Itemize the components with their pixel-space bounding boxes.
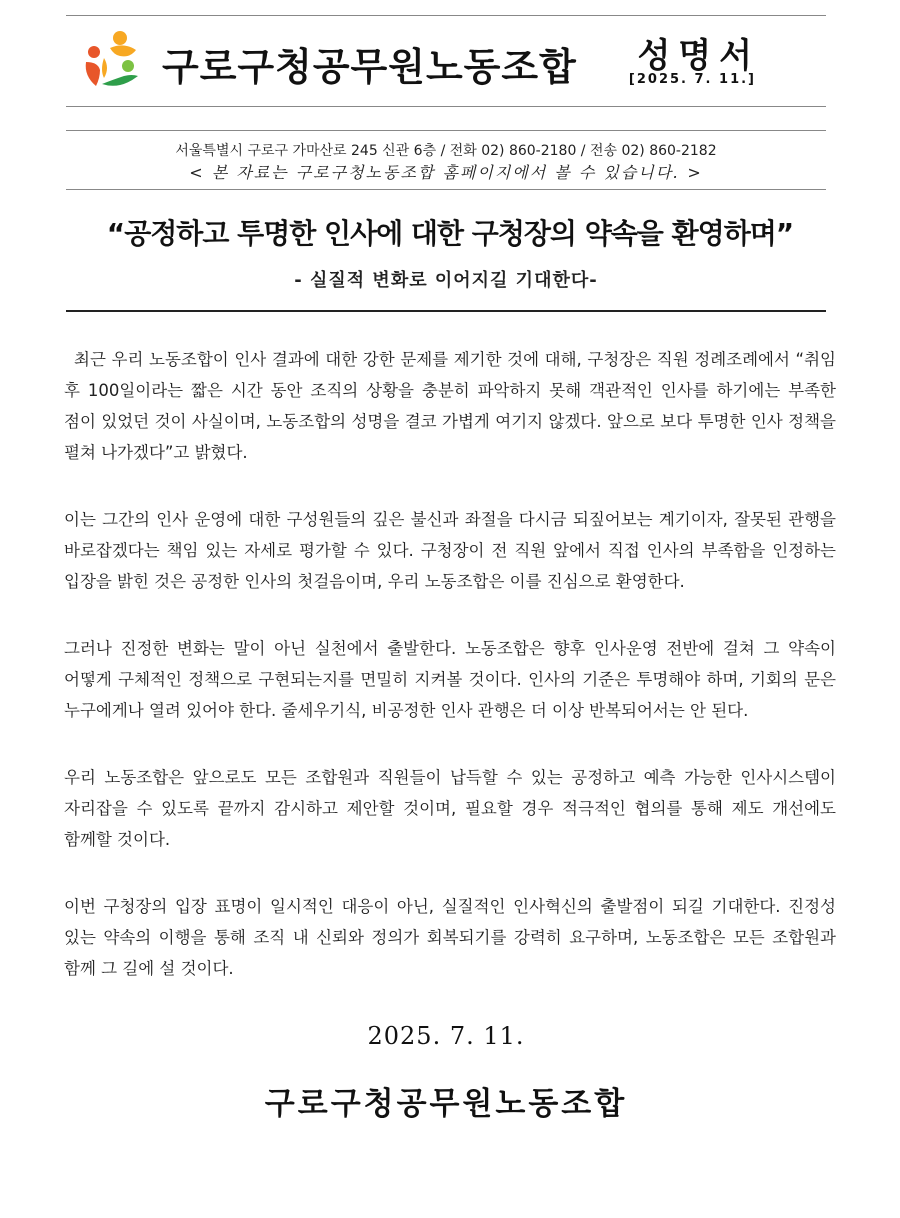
statement-body [64,344,836,1020]
body-paragraph: 이는 그간의 인사 운영에 대한 구성원들의 깊은 불신과 좌절을 다시금 되짚어보는 계기이자, 잘못된 관행을 바로잡겠다는 책임 있는 자세로 평가할 수 있다. 구청장이 전 직원 앞에서 직접 인사의 부족함을 인정하는 입장을 밝힌 것은 공정한 인사의 첫걸음이며, 우리 노동조합은 이를 진심으로 환영한다. [64,510,836,591]
document-type: 성명서 [637,36,760,76]
statement-title: “공정하고 투명한 인사에 대한 구청장의 약속을 환영하며” [106,217,794,250]
header-rule [66,106,826,107]
union-logo-icon [80,28,144,92]
contact-top-rule [66,130,826,131]
body-paragraph: 이번 구청장의 입장 표명이 일시적인 대응이 아닌, 실질적인 인사혁신의 출발점이 되길 기대한다. 진정성 있는 약속의 이행을 통해 조직 내 신뢰와 정의가 회복되기를 강력히 요구하며, 노동조합은 모든 조합원과 함께 그 길에 설 것이다. [64,897,836,978]
body-paragraph: 최근 우리 노동조합이 인사 결과에 대한 강한 문제를 제기한 것에 대해, 구청장은 직원 정례조례에서 “취임 후 100일이라는 짧은 시간 동안 조직의 상황을 충분히 파악하지 못해 객관적인 인사를 하기에는 부족한 점이 있었던 것이 사실이며, 노동조합의 성명을 결코 가볍게 여기지 않겠다. 앞으로 보다 투명한 인사 정책을 펼쳐 나가겠다”고 밝혔다. [64,350,836,462]
contact-info: 서울특별시 구로구 가마산로 245 신관 6층 / 전화 02) 860-2180 / 전송 02) 860-2182 [175,143,717,159]
contact-bottom-rule [66,189,826,190]
document-header [66,16,826,106]
statement-subtitle: - 실질적 변화로 이어지길 기대한다- [294,270,598,291]
body-paragraph: 우리 노동조합은 앞으로도 모든 조합원과 직원들이 납득할 수 있는 공정하고 예측 가능한 인사시스템이 자리잡을 수 있도록 끝까지 감시하고 제안할 것이며, 필요할 경우 적극적인 협의를 통해 제도 개선에도 함께할 것이다. [64,768,836,849]
signature-date: 2025. 7. 11. [367,1022,525,1050]
title-divider [66,310,826,312]
body-paragraph: 그러나 진정한 변화는 말이 아닌 실천에서 출발한다. 노동조합은 향후 인사운영 전반에 걸쳐 그 약속이 어떻게 구체적인 정책으로 구현되는지를 면밀히 지켜볼 것이다. 인사의 기준은 투명해야 하며, 기회의 문은 누구에게나 열려 있어야 한다. 줄세우기식, 비공정한 인사 관행은 더 이상 반복되어서는 안 된다. [64,639,836,720]
signature-org: 구로구청공무원노동조합 [264,1086,628,1122]
document-date: [2025. 7. 11.] [628,72,756,87]
homepage-notice: < 본 자료는 구로구청노동조합 홈페이지에서 볼 수 있습니다. > [189,163,703,182]
union-name: 구로구청공무원노동조합 [162,45,577,89]
